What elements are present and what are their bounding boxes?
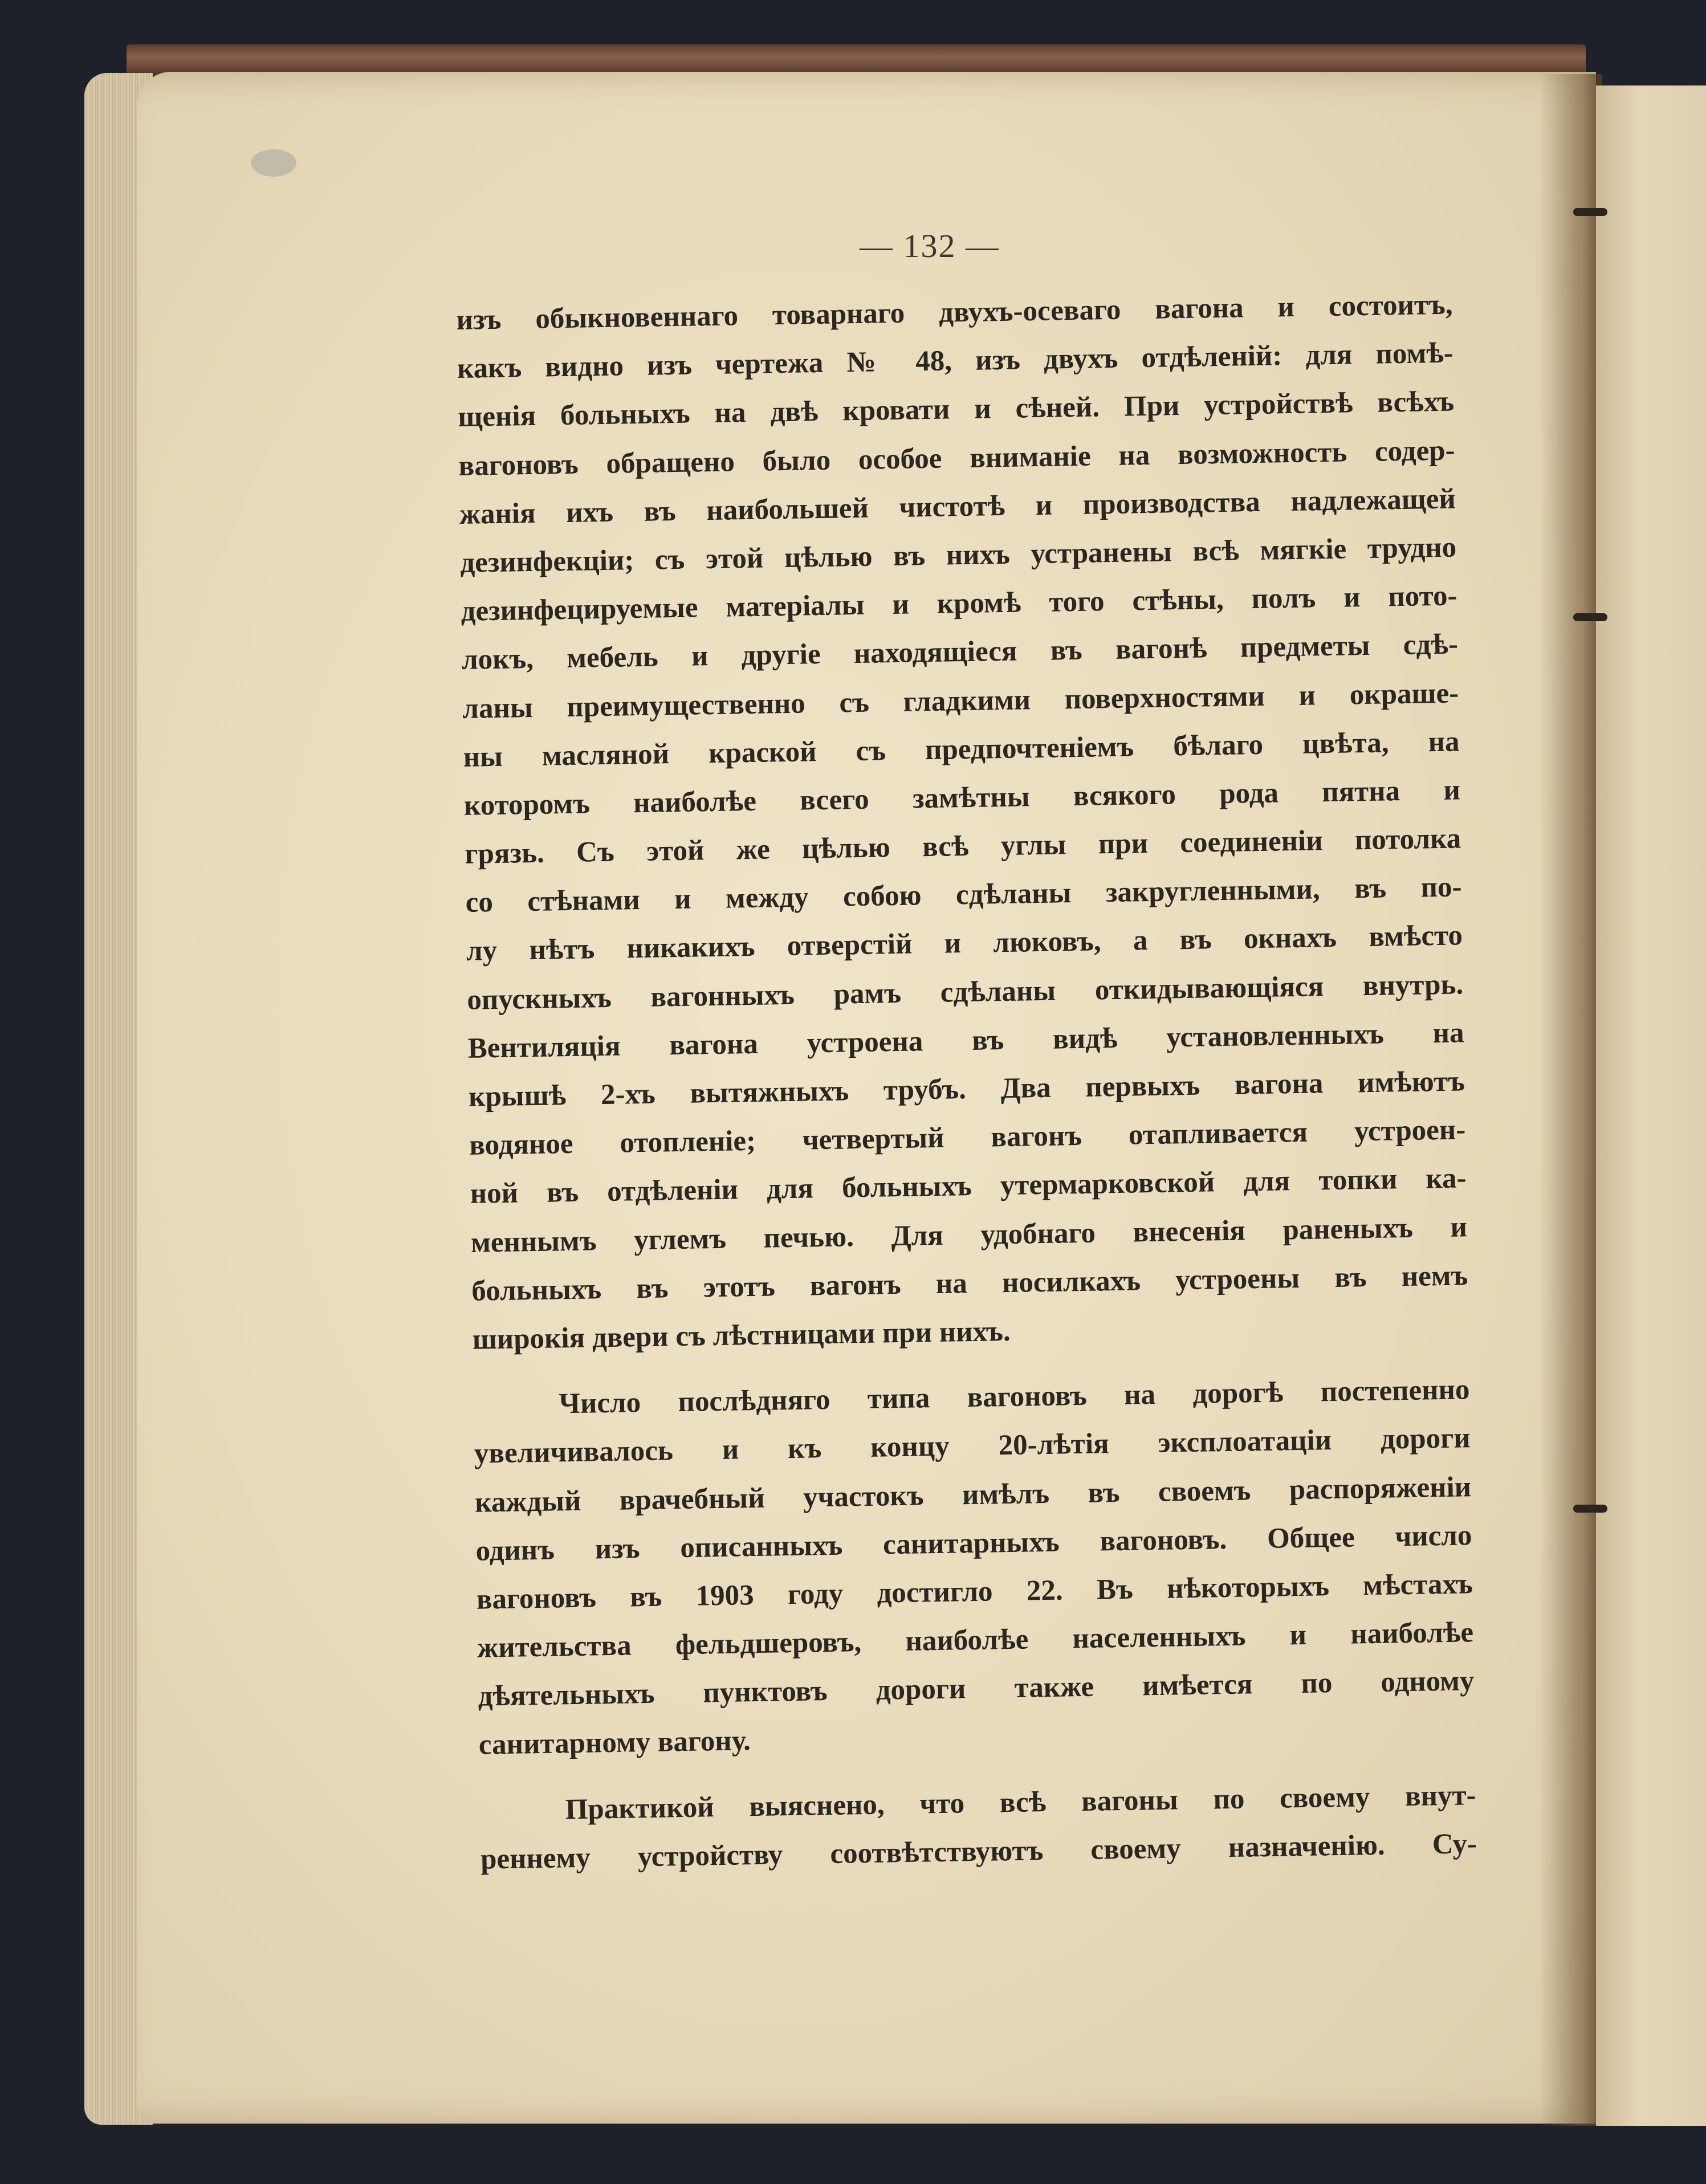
facing-page-edge <box>1596 85 1706 2126</box>
text-line: санитарному вагону. <box>478 1725 751 1762</box>
paragraph <box>473 1366 1475 1770</box>
paragraph <box>479 1771 1477 1884</box>
text-line: меннымъ углемъ печью. Для удобнаго внесенія раненыхъ и <box>470 1211 1468 1259</box>
text-line: какъ видно изъ чертежа № 48, изъ двухъ отдѣленій: для помѣ- <box>457 337 1454 385</box>
paragraph <box>456 281 1469 1364</box>
text-line: больныхъ въ этотъ вагонъ на носилкахъ устроены въ немъ <box>471 1260 1468 1307</box>
text-line: жанія ихъ въ наибольшей чистотѣ и производства надлежащей <box>459 483 1456 531</box>
text-line: локъ, мебель и другіе находящіеся въ вагонѣ предметы сдѣ- <box>461 628 1459 677</box>
book-gutter-shadow <box>1539 74 1602 2126</box>
text-line: ны масляной краской съ предпочтеніемъ бѣлаго цвѣта, на <box>463 726 1460 773</box>
text-line: широкія двери съ лѣстницами при нихъ. <box>472 1315 1011 1356</box>
text-line: грязь. Съ этой же цѣлью всѣ углы при соединеніи потолка <box>464 822 1461 870</box>
text-line: Число послѣдняго типа вагоновъ на дорогѣ постепенно <box>559 1374 1470 1420</box>
text-line: дѣятельныхъ пунктовъ дороги также имѣется по одному <box>478 1665 1475 1713</box>
text-line: дезинфекціи; съ этой цѣлью въ нихъ устранены всѣ мягкіе трудно <box>459 531 1457 579</box>
text-line: крышѣ 2-хъ вытяжныхъ трубъ. Два первыхъ вагона имѣютъ <box>468 1065 1465 1113</box>
text-line: одинъ изъ описанныхъ санитарныхъ вагоновъ. Общее число <box>475 1519 1472 1567</box>
text-line: увеличивалось и къ концу 20-лѣтія эксплоатаціи дороги <box>474 1422 1471 1470</box>
text-line: водяное отопленіе; четвертый вагонъ отапливается устроен- <box>469 1114 1466 1162</box>
page-number: — 132 — <box>860 227 1000 264</box>
text-line: со стѣнами и между собою сдѣланы закругленными, въ по- <box>465 871 1462 919</box>
binding-stitch <box>1573 613 1607 621</box>
body-text <box>456 281 1477 1884</box>
text-line: Вентиляція вагона устроена въ видѣ установленныхъ на <box>467 1017 1464 1065</box>
text-line: вагоновъ обращено было особое вниманіе на возможность содер- <box>458 434 1455 482</box>
text-line: щенія больныхъ на двѣ кровати и сѣней. При устройствѣ всѣхъ <box>457 385 1455 434</box>
page-stain <box>251 149 296 177</box>
binding-stitch <box>1573 1505 1607 1513</box>
text-line: каждый врачебный участокъ имѣлъ въ своемъ распоряженіи <box>474 1470 1472 1519</box>
text-line: дезинфецируемые матеріалы и кромѣ того стѣны, полъ и пото- <box>461 580 1457 628</box>
text-line: которомъ наиболѣе всего замѣтны всякого рода пятна и <box>463 774 1461 822</box>
text-line: изъ обыкновеннаго товарнаго двухъ-осеваго вагона и состоитъ, <box>456 288 1453 336</box>
text-line: лу нѣтъ никакихъ отверстій и люковъ, а въ окнахъ вмѣсто <box>466 919 1463 968</box>
text-line: опускныхъ вагонныхъ рамъ сдѣланы откидывающіяся внутрь. <box>466 968 1464 1016</box>
text-line: реннему устройству соотвѣтствуютъ своему назначенію. Су- <box>480 1828 1477 1876</box>
text-line: ланы преимущественно съ гладкими поверхностями и окраше- <box>462 677 1459 725</box>
binding-stitch <box>1573 208 1607 216</box>
text-line: жительства фельдшеровъ, наиболѣе населенныхъ и наиболѣе <box>477 1616 1474 1664</box>
text-line: вагоновъ въ 1903 году достигло 22. Въ нѣкоторыхъ мѣстахъ <box>476 1568 1473 1616</box>
text-line: Практикой выяснено, что всѣ вагоны по своему внут- <box>565 1779 1476 1826</box>
text-line: ной въ отдѣленіи для больныхъ утермарковской для топки ка- <box>470 1162 1467 1211</box>
